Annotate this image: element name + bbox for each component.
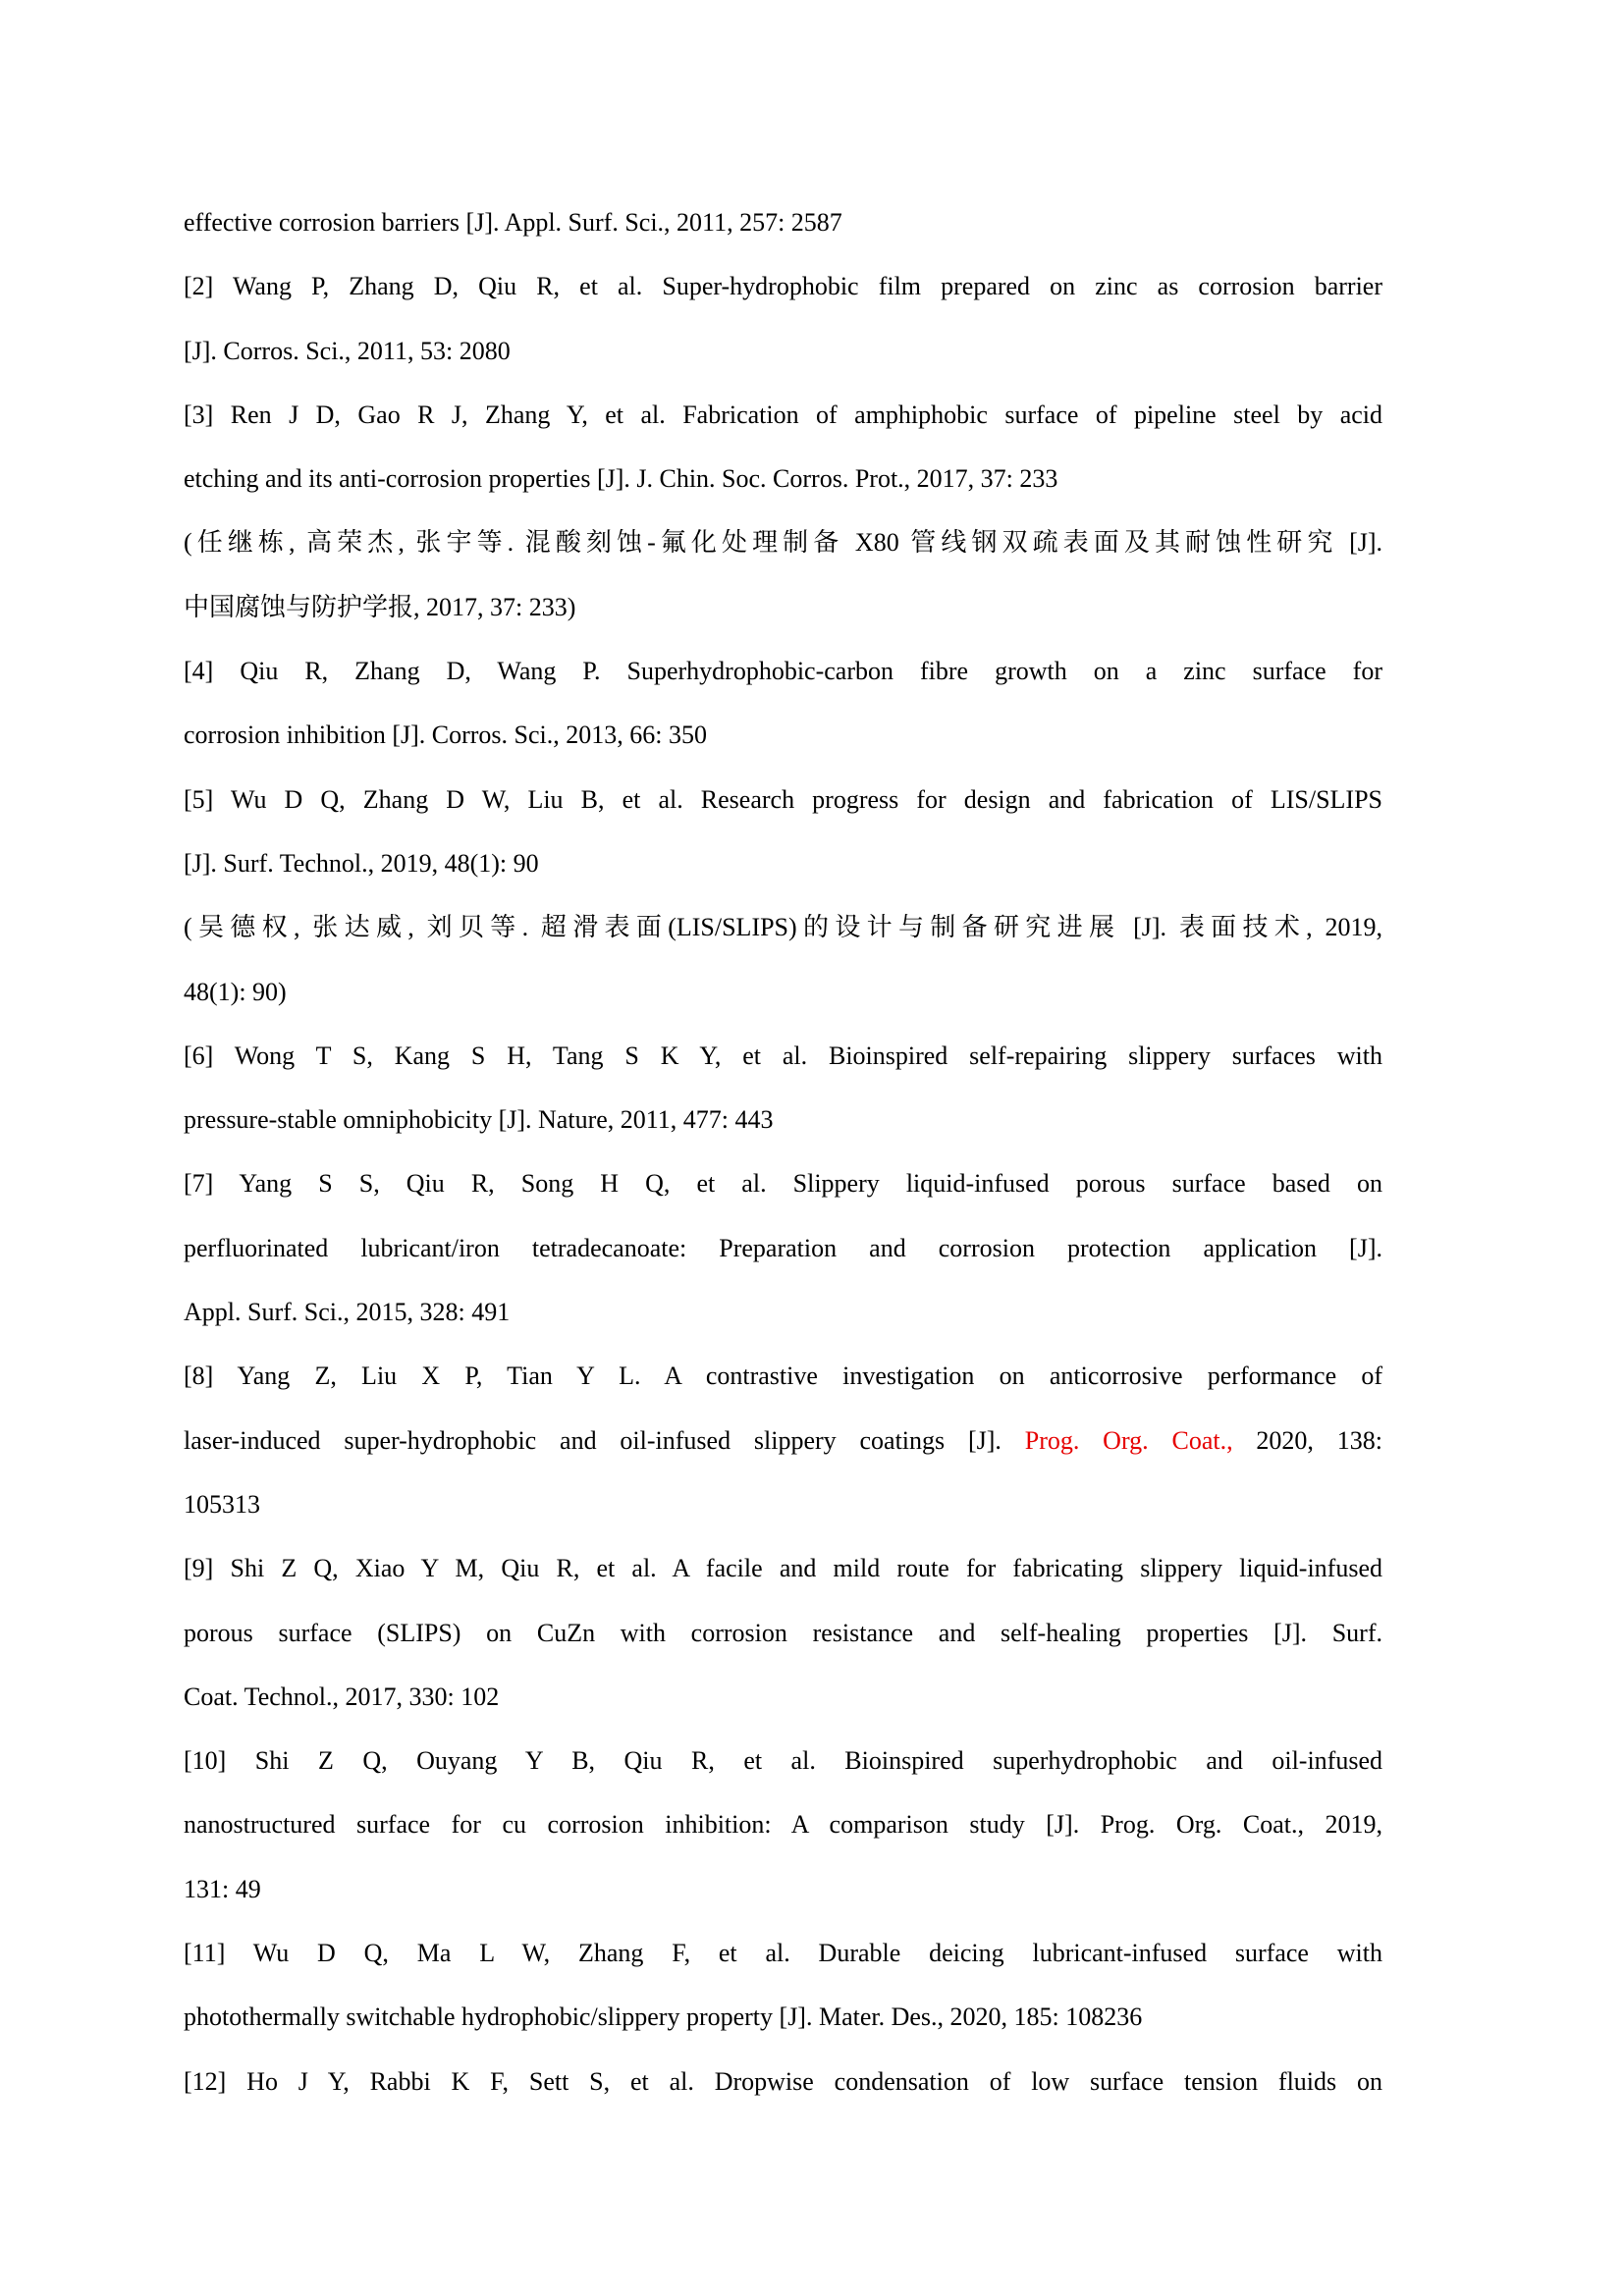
reference-line <box>184 2050 1382 2113</box>
reference-line <box>184 383 1382 447</box>
text-segment: nanostructured surface for cu corrosion inhibition: A comparison study [J]. Prog. Org. Coat., 2019, <box>184 1810 1382 1840</box>
reference-line <box>184 1857 1382 1921</box>
text-segment: Appl. Surf. Sci., 2015, 328: 491 <box>184 1298 511 1327</box>
reference-line <box>184 960 1382 1024</box>
reference-line <box>184 1985 1382 2049</box>
reference-line <box>184 895 1382 959</box>
text-segment: [12] Ho J Y, Rabbi K F, Sett S, et al. Dropwise condensation of low surface tension fluids on <box>184 2066 1382 2096</box>
text-segment: pressure-stable omniphobicity [J]. Nature, 2011, 477: 443 <box>184 1105 774 1135</box>
reference-line <box>184 1472 1382 1536</box>
reference-line <box>184 639 1382 703</box>
reference-line <box>184 1409 1382 1472</box>
text-segment: (吴德权, 张达威, 刘贝等. 超滑表面(LIS/SLIPS)的设计与制备研究进展 [J]. 表面技术, 2019, <box>184 913 1382 942</box>
text-segment: [11] Wu D Q, Ma L W, Zhang F, et al. Durable deicing lubricant-infused surface with <box>184 1939 1382 1968</box>
reference-line <box>184 1729 1382 1792</box>
text-segment: 2020, 138: <box>1232 1425 1382 1455</box>
reference-line <box>184 1024 1382 1088</box>
text-segment: effective corrosion barriers [J]. Appl. Surf. Sci., 2011, 257: 2587 <box>184 208 842 237</box>
reference-line <box>184 703 1382 767</box>
text-segment: laser-induced super-hydrophobic and oil-infused slippery coatings [J]. <box>184 1425 1025 1455</box>
text-segment: [J]. Corros. Sci., 2011, 53: 2080 <box>184 336 511 365</box>
text-segment: photothermally switchable hydrophobic/slippery property [J]. Mater. Des., 2020, 185: 108236 <box>184 2002 1143 2032</box>
reference-line <box>184 768 1382 831</box>
text-segment: 48(1): 90) <box>184 977 287 1006</box>
reference-line <box>184 575 1382 639</box>
reference-line <box>184 1665 1382 1729</box>
reference-line <box>184 1792 1382 1856</box>
text-segment: corrosion inhibition [J]. Corros. Sci., 2013, 66: 350 <box>184 721 707 750</box>
text-segment: [9] Shi Z Q, Xiao Y M, Qiu R, et al. A facile and mild route for fabricating slippery liquid-infused <box>184 1554 1382 1583</box>
text-segment: [7] Yang S S, Qiu R, Song H Q, et al. Slippery liquid-infused porous surface based on <box>184 1169 1382 1199</box>
reference-line <box>184 1601 1382 1665</box>
text-segment: [4] Qiu R, Zhang D, Wang P. Superhydrophobic-carbon fibre growth on a zinc surface for <box>184 657 1382 686</box>
text-segment: (任继栋, 高荣杰, 张宇等. 混酸刻蚀-氟化处理制备 X80 管线钢双疏表面及其耐蚀性研究 [J]. <box>184 528 1382 558</box>
text-segment: porous surface (SLIPS) on CuZn with corrosion resistance and self-healing properties [J]. Surf. <box>184 1618 1382 1647</box>
reference-line <box>184 510 1382 574</box>
text-segment: [8] Yang Z, Liu X P, Tian Y L. A contrastive investigation on anticorrosive performance of <box>184 1362 1382 1391</box>
text-segment: [5] Wu D Q, Zhang D W, Liu B, et al. Research progress for design and fabrication of LIS/SLIPS <box>184 784 1382 814</box>
reference-line <box>184 1280 1382 1344</box>
text-segment: [6] Wong T S, Kang S H, Tang S K Y, et al. Bioinspired self-repairing slippery surfaces with <box>184 1041 1382 1070</box>
text-segment: [J]. Surf. Technol., 2019, 48(1): 90 <box>184 848 539 878</box>
reference-line <box>184 319 1382 383</box>
journal-name-highlight: Prog. Org. Coat., <box>1024 1425 1233 1455</box>
text-segment: perfluorinated lubricant/iron tetradecanoate: Preparation and corrosion protection application [J]. <box>184 1233 1382 1262</box>
text-segment: 105313 <box>184 1489 260 1519</box>
text-segment: etching and its anti-corrosion properties [J]. J. Chin. Soc. Corros. Prot., 2017, 37: 233 <box>184 464 1058 494</box>
text-segment: [3] Ren J D, Gao R J, Zhang Y, et al. Fabrication of amphiphobic surface of pipeline steel by acid <box>184 400 1382 429</box>
text-segment: [2] Wang P, Zhang D, Qiu R, et al. Super-hydrophobic film prepared on zinc as corrosion barrier <box>184 272 1382 301</box>
reference-line <box>184 1921 1382 1985</box>
text-segment: 131: 49 <box>184 1874 261 1903</box>
reference-line <box>184 1344 1382 1408</box>
text-segment: Coat. Technol., 2017, 330: 102 <box>184 1682 500 1711</box>
reference-line <box>184 447 1382 510</box>
reference-line <box>184 1088 1382 1151</box>
reference-line <box>184 1151 1382 1215</box>
reference-line <box>184 1216 1382 1280</box>
reference-line <box>184 254 1382 318</box>
references-text <box>184 190 1382 2113</box>
reference-line <box>184 190 1382 254</box>
text-segment: 中国腐蚀与防护学报, 2017, 37: 233) <box>184 592 576 621</box>
reference-line <box>184 831 1382 895</box>
reference-line <box>184 1536 1382 1600</box>
text-segment: [10] Shi Z Q, Ouyang Y B, Qiu R, et al. Bioinspired superhydrophobic and oil-infused <box>184 1746 1382 1776</box>
